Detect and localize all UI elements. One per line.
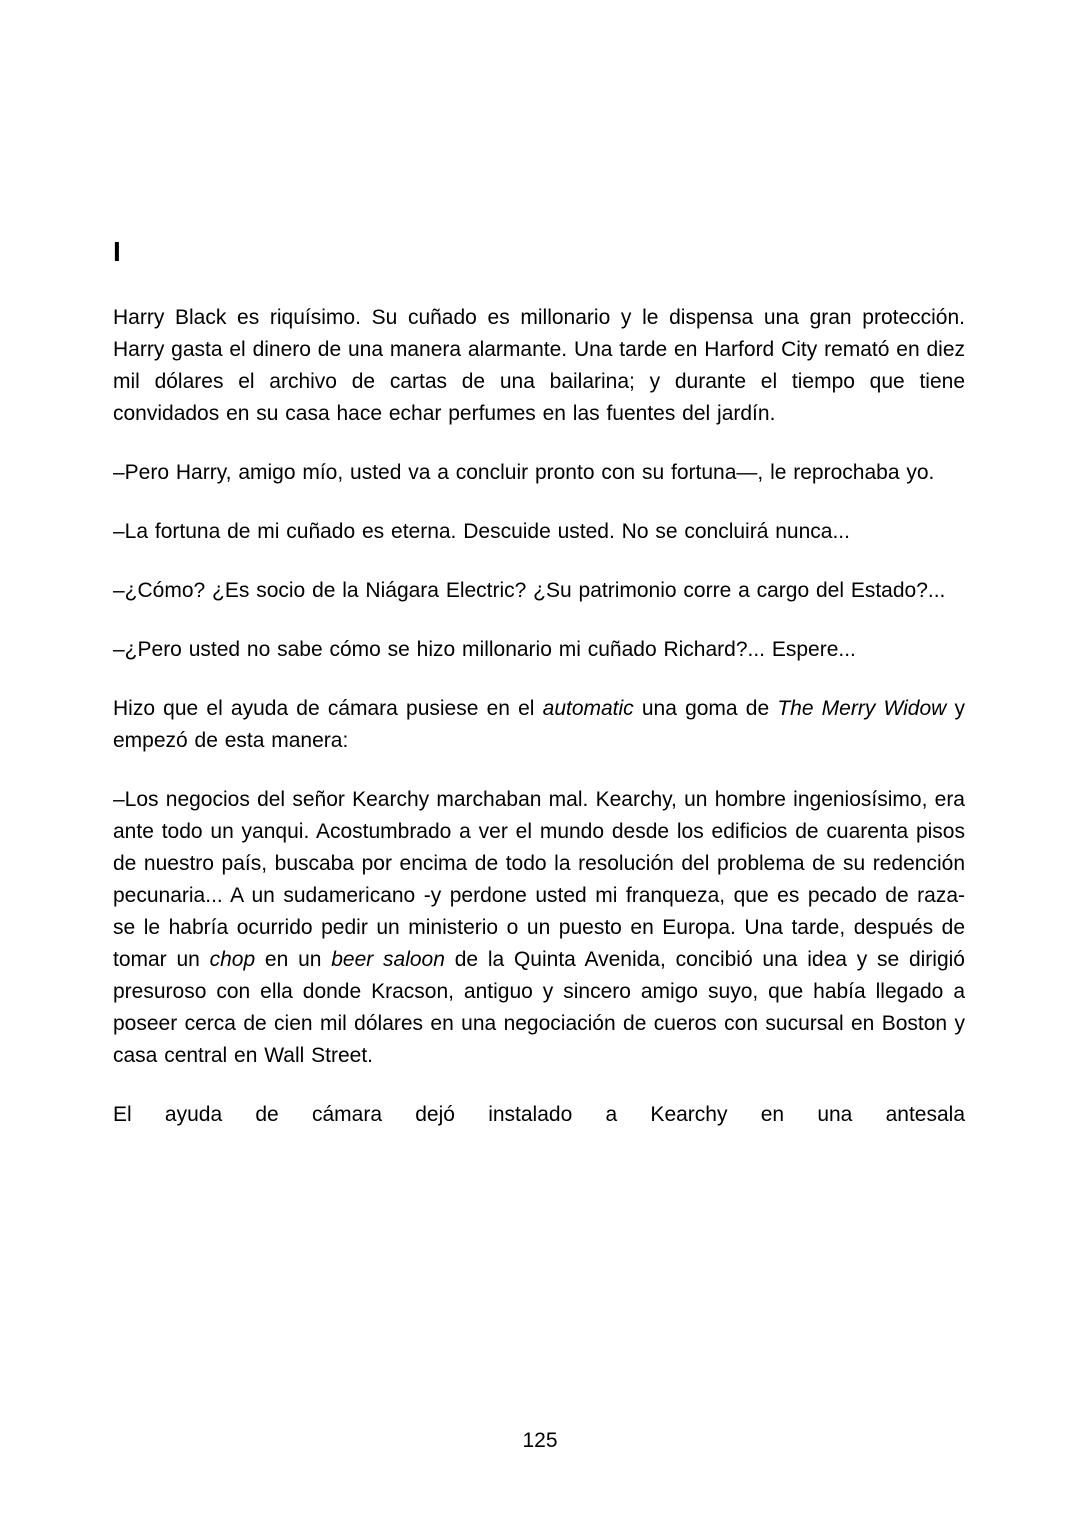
text-run: –La fortuna de mi cuñado es eterna. Descuide usted. No se concluirá nunca... bbox=[113, 520, 850, 543]
italic-text-run: beer saloon bbox=[331, 948, 445, 971]
paragraph bbox=[113, 457, 965, 489]
paragraph bbox=[113, 516, 965, 548]
text-run: –¿Pero usted no sabe cómo se hizo millonario mi cuñado Richard?... Espere... bbox=[113, 638, 856, 661]
page-number: 125 bbox=[522, 1429, 558, 1452]
italic-text-run: The Merry Widow bbox=[777, 697, 947, 720]
paragraph bbox=[113, 575, 965, 607]
paragraph bbox=[113, 693, 965, 757]
chapter-heading: I bbox=[113, 236, 121, 267]
text-run: –¿Cómo? ¿Es socio de la Niágara Electric? ¿Su patrimonio corre a cargo del Estado?... bbox=[113, 579, 946, 602]
text-run: y empezó de esta manera: bbox=[113, 697, 966, 752]
text-run: Hizo que el ayuda de cámara pusiese en el bbox=[113, 697, 543, 720]
body-text bbox=[113, 302, 965, 1131]
page-content bbox=[113, 238, 965, 1158]
text-run: El ayuda de cámara dejó instalado a Kearchy en una antesala bbox=[113, 1103, 965, 1126]
text-run: Harry Black es riquísimo. Su cuñado es millonario y le dispensa una gran protección. Harry gasta el dinero de una manera alarmante. Una tarde en Harford City remató en diez mil dólares el archivo de cartas de una bailarina; y durante el tiempo que tiene convidados en su casa hace echar perfumes en las fuentes del jardín. bbox=[113, 306, 965, 425]
paragraph bbox=[113, 784, 965, 1072]
paragraph bbox=[113, 1099, 965, 1131]
text-run: de la Quinta Avenida, concibió una idea y se dirigió presuroso con ella donde Kracson, antiguo y sincero amigo suyo, que había llegado a poseer cerca de cien mil dólares en una negociación de cueros con sucursal en Boston y casa central en Wall Street. bbox=[113, 948, 965, 1067]
paragraph bbox=[113, 634, 965, 666]
italic-text-run: chop bbox=[209, 948, 256, 971]
text-run: una goma de bbox=[633, 697, 778, 720]
text-run: –Pero Harry, amigo mío, usted va a concluir pronto con su fortuna—, le reprochaba yo. bbox=[113, 461, 935, 484]
text-run: en un bbox=[255, 948, 332, 971]
paragraph bbox=[113, 302, 965, 430]
text-run: –Los negocios del señor Kearchy marchaban mal. Kearchy, un hombre ingeniosísimo, era ante todo un yanqui. Acostumbrado a ver el mundo desde los edificios de cuarenta pisos de nuestro país, buscaba por encima de todo la resolución del problema de su redención pecunaria... A un sudamericano -y perdone usted mi franqueza, que es pecado de raza- se le habría ocurrido pedir un ministerio o un puesto en Europa. Una tarde, después de tomar un bbox=[113, 788, 965, 971]
italic-text-run: automatic bbox=[542, 697, 634, 720]
